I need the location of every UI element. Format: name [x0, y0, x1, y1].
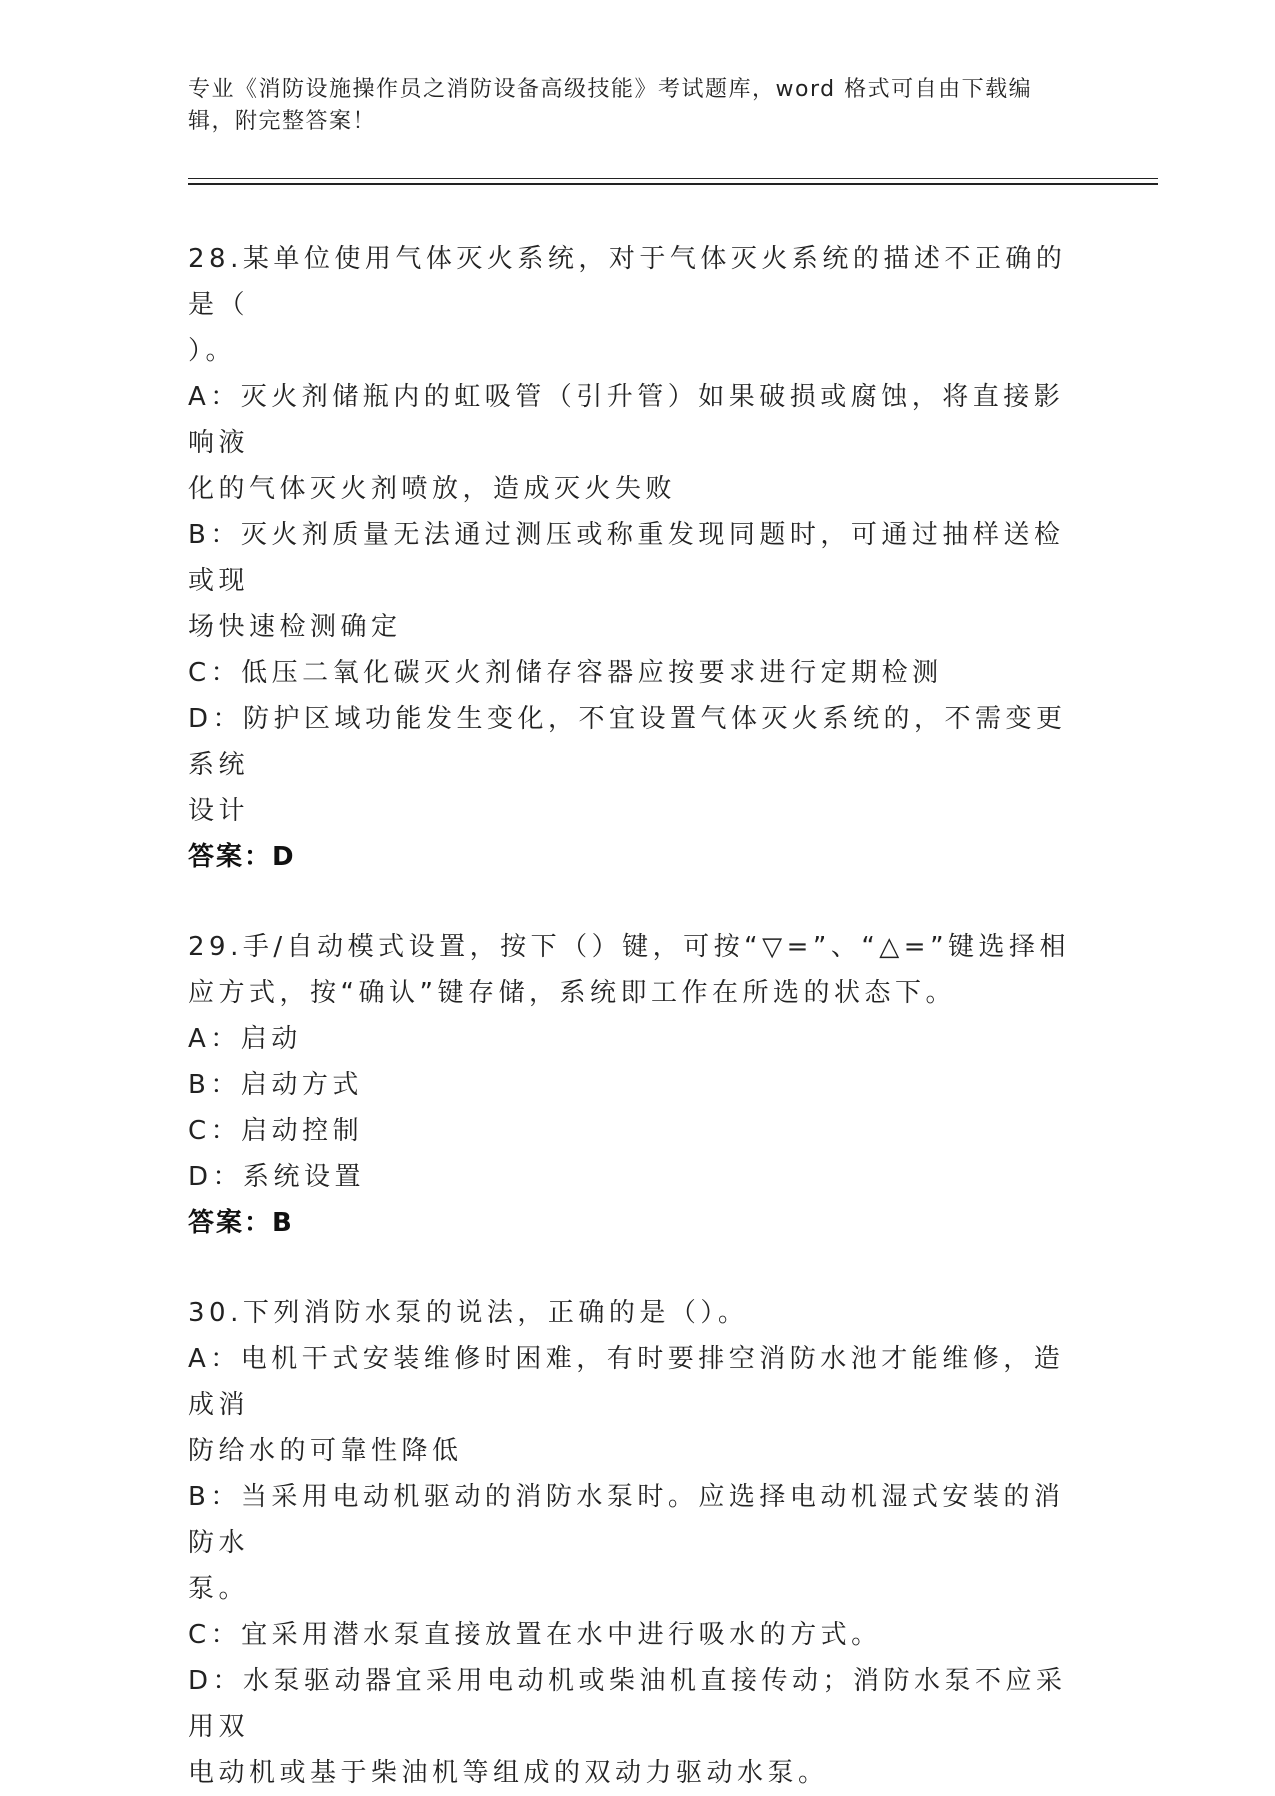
question-stem-line: 30.下列消防水泵的说法，正确的是（）。 [188, 1298, 749, 1328]
question-stem-line: 29.手/自动模式设置，按下（）键，可按“▽=”、“△=”键选择相 [188, 932, 1071, 962]
question-stem-line: 28.某单位使用气体灭火系统，对于气体灭火系统的描述不正确的是（ [188, 244, 1067, 320]
option-b-line: 泵。 [188, 1574, 250, 1604]
document-header [188, 74, 1078, 138]
option-a-line: A：电机干式安装维修时困难，有时要排空消防水池才能维修，造成消 [188, 1344, 1065, 1420]
question-28 [188, 236, 1078, 880]
option-a-line: A：启动 [188, 1024, 302, 1054]
option-b-line: B：当采用电动机驱动的消防水泵时。应选择电动机湿式安装的消防水 [188, 1482, 1065, 1558]
question-stem-line: ）。 [188, 336, 237, 366]
option-c-line: C：宜采用潜水泵直接放置在水中进行吸水的方式。 [188, 1620, 882, 1650]
question-stem-line: 应方式，按“确认”键存储，系统即工作在所选的状态下。 [188, 978, 956, 1008]
header-line-2: 辑，附完整答案！ [188, 109, 377, 134]
option-a-line: A：灭火剂储瓶内的虹吸管（引升管）如果破损或腐蚀，将直接影响液 [188, 382, 1065, 458]
answer-label: 答案：D [188, 842, 296, 872]
header-divider-thick [188, 183, 1158, 185]
option-d-line: D：防护区域功能发生变化，不宜设置气体灭火系统的，不需变更系统 [188, 704, 1067, 780]
option-d-line: 电动机或基于柴油机等组成的双动力驱动水泵。 [188, 1758, 829, 1788]
option-b-line: B：灭火剂质量无法通过测压或称重发现同题时，可通过抽样送检或现 [188, 520, 1065, 596]
option-c-line: C：低压二氧化碳灭火剂储存容器应按要求进行定期检测 [188, 658, 943, 688]
answer-label: 答案：B [188, 1208, 294, 1238]
question-29 [188, 924, 1078, 1246]
option-d-line: 设计 [188, 796, 250, 826]
option-c-line: C：启动控制 [188, 1116, 364, 1146]
option-a-line: 化的气体灭火剂喷放，造成灭火失败 [188, 474, 677, 504]
option-d-line: D：系统设置 [188, 1162, 366, 1192]
option-b-line: 场快速检测确定 [188, 612, 402, 642]
question-list [188, 236, 1078, 1796]
option-d-line: D：水泵驱动器宜采用电动机或柴油机直接传动；消防水泵不应采用双 [188, 1666, 1067, 1742]
question-30 [188, 1290, 1078, 1796]
option-a-line: 防给水的可靠性降低 [188, 1436, 463, 1466]
header-line-1: 专业《消防设施操作员之消防设备高级技能》考试题库，word 格式可自由下载编 [188, 77, 1033, 102]
option-b-line: B：启动方式 [188, 1070, 363, 1100]
header-divider-thin [188, 178, 1158, 179]
